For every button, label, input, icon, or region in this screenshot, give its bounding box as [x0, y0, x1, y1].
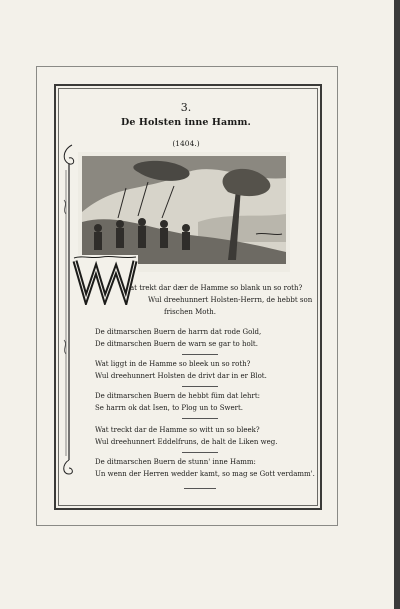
divider: [182, 452, 218, 453]
divider: [182, 386, 218, 387]
poem-year: (1404.): [172, 139, 200, 148]
verse-line: Un wenn der Herren wedder kamt, so mag se Gott verdamm'.: [95, 470, 315, 478]
divider: [182, 354, 218, 355]
page-edge: [394, 0, 400, 609]
verse-line: De ditmarschen Buern de hebbt füm dat lehrt:: [95, 392, 261, 400]
verse-line: De ditmarschen Buern de stunn' inne Hamm:: [95, 458, 256, 466]
end-rule: [184, 488, 216, 489]
verse-line: at trekt dar dær de Hamme so blank un so roth?: [130, 284, 303, 292]
verse-line: Wul dreehunnert Eddelfruns, de halt de Liken weg.: [95, 438, 278, 446]
battle-scene-illustration-icon: [78, 152, 290, 272]
verse-line: Se harrn ok dat Isen, to Plog un to Swert.: [95, 404, 244, 412]
ornamental-scroll-icon: [60, 140, 78, 480]
poem-number: 3.: [180, 101, 192, 114]
divider: [182, 418, 218, 419]
verse-line: Wat liggt in de Hamme so bleek un so roth?: [95, 360, 251, 368]
decorated-initial-w-icon: [72, 255, 138, 305]
verse-line: De ditmarschen Buern de harrn dat rode Gold,: [95, 328, 262, 336]
verse-line: De ditmarschen Buern de warn se gar to holt.: [95, 340, 258, 348]
verse-line: frischen Moth.: [164, 308, 217, 316]
poem-title: De Holsten inne Hamm.: [121, 117, 251, 128]
verse-line: Wul dreehunnert Holsten-Herrn, de hebbt son: [148, 296, 313, 304]
verse-line: Wat treckt dar de Hamme so witt un so bleek?: [95, 426, 260, 434]
verse-line: Wul dreehunnert Holsten de drivt dar in er Blot.: [95, 372, 267, 380]
